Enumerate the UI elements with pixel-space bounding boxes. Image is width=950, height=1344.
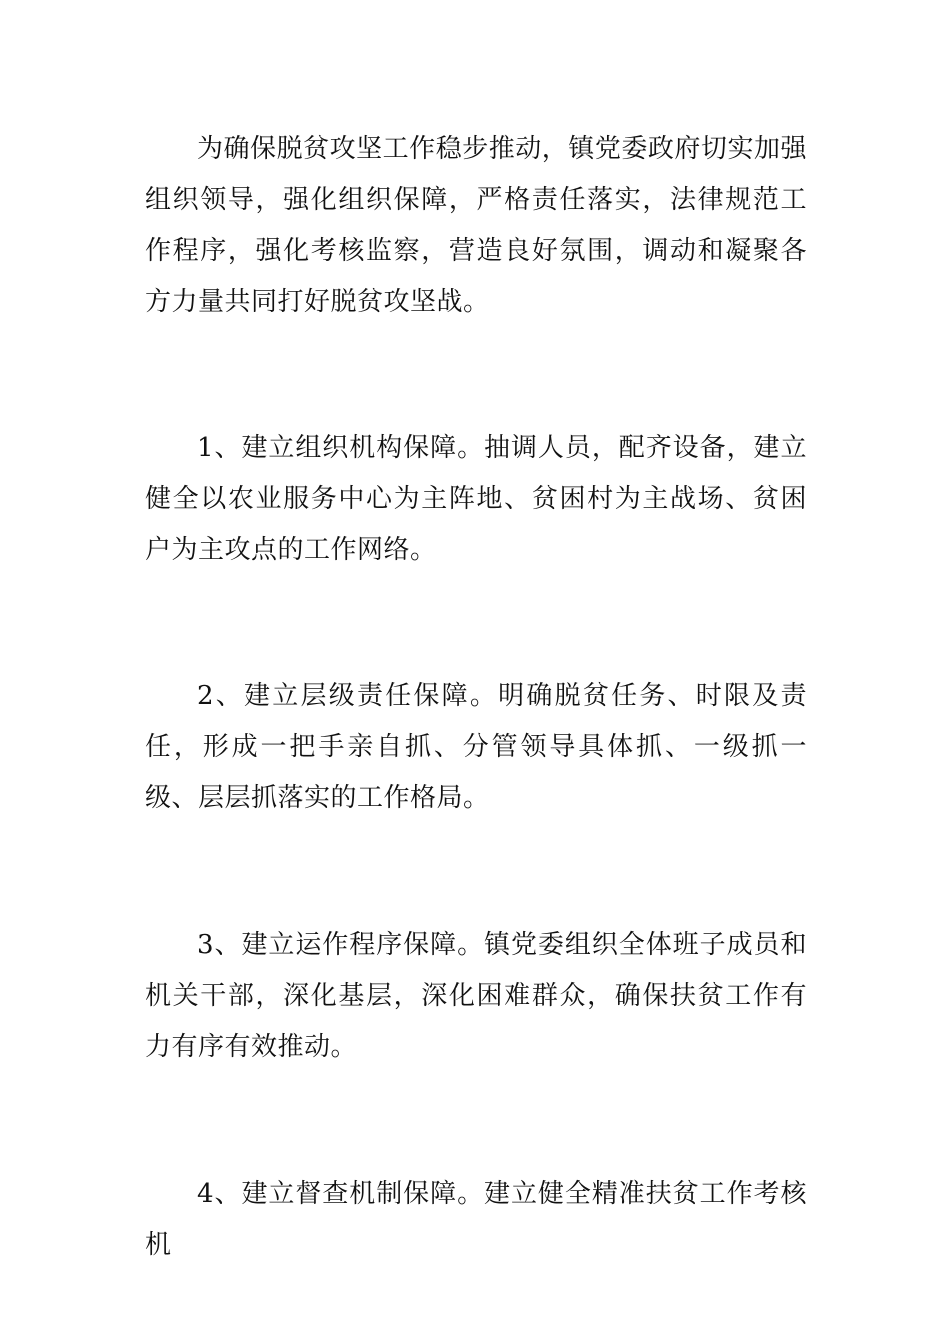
- intro-paragraph: 为确保脱贫攻坚工作稳步推动，镇党委政府切实加强组织领导，强化组织保障，严格责任落实，法律规范工作程序，强化考核监察，营造良好氛围，调动和凝聚各方力量共同打好脱贫攻坚战。: [145, 134, 807, 317]
- responsibility-guarantee-paragraph: 2、建立层级责任保障。明确脱贫任务、时限及责任，形成一把手亲自抓、分管领导具体抓、一级抓一级、层层抓落实的工作格局。: [145, 681, 807, 813]
- procedure-guarantee-paragraph: 3、建立运作程序保障。镇党委组织全体班子成员和机关干部，深化基层，深化困难群众，确保扶贫工作有力有序有效推动。: [145, 930, 807, 1062]
- organization-guarantee-paragraph: 1、建立组织机构保障。抽调人员，配齐设备，建立健全以农业服务中心为主阵地、贫困村为主战场、贫困户为主攻点的工作网络。: [145, 433, 807, 565]
- supervision-guarantee-paragraph: 4、建立督查机制保障。建立健全精准扶贫工作考核机: [145, 1179, 807, 1260]
